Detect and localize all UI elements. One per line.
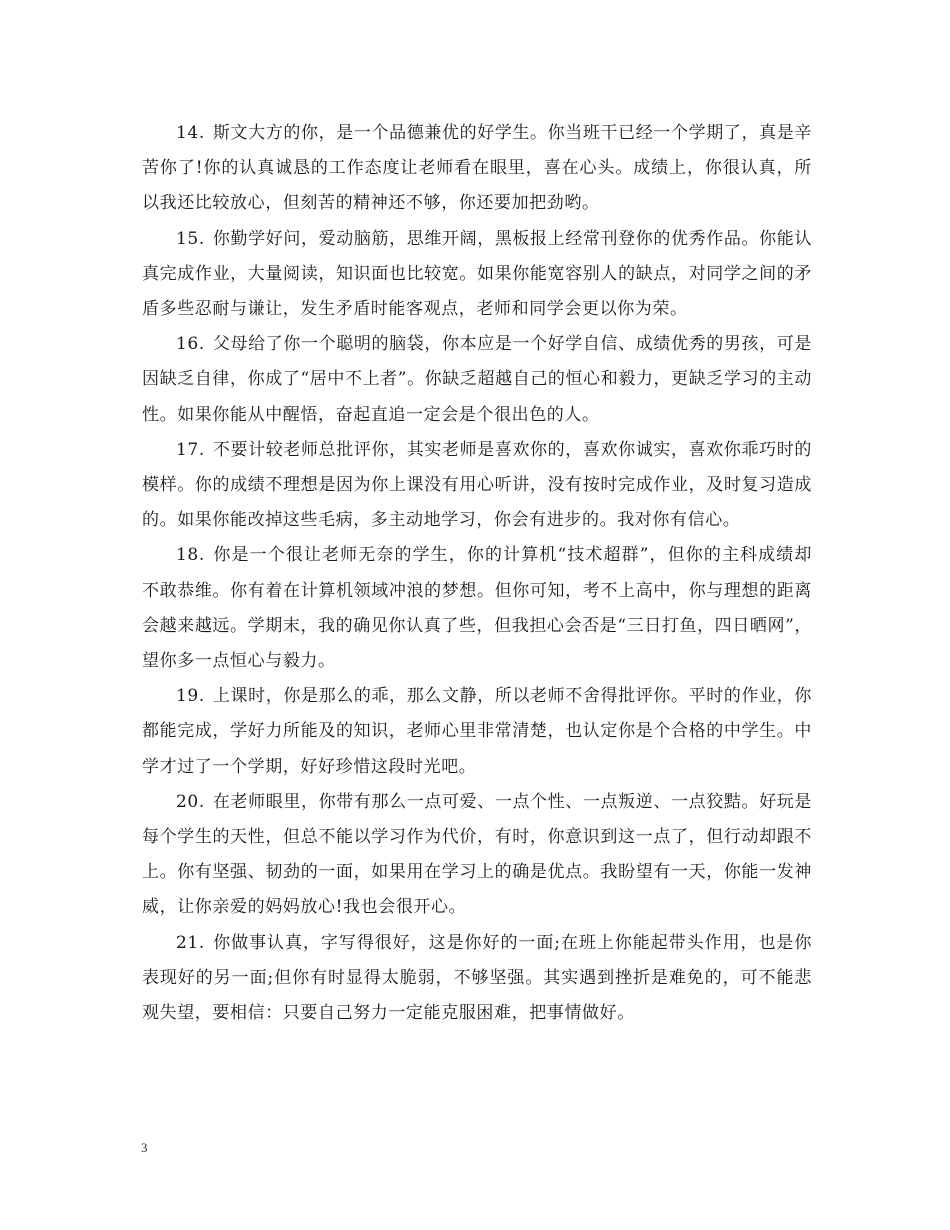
paragraph-17 xyxy=(142,433,812,539)
paragraph-number: 17. xyxy=(176,439,205,460)
paragraph-text: 你做事认真，字写得很好，这是你好的一面;在班上你能起带头作用，也是你表现好的另一面;但你有时显得太脆弱，不够坚强。其实遇到挫折是难免的，可不能悲观失望，要相信：只要自己努力一定能克服困难，把事情做好。 xyxy=(142,932,812,1024)
paragraph-20 xyxy=(142,785,812,926)
paragraph-16 xyxy=(142,327,812,433)
paragraph-number: 21. xyxy=(176,932,205,953)
paragraph-number: 18. xyxy=(176,545,205,566)
paragraph-19 xyxy=(142,679,812,785)
paragraph-number: 20. xyxy=(176,791,205,812)
paragraph-text: 在老师眼里，你带有那么一点可爱、一点个性、一点叛逆、一点狡黠。好玩是每个学生的天性，但总不能以学习作为代价，有时，你意识到这一点了，但行动却跟不上。你有坚强、韧劲的一面，如果用在学习上的确是优点。我盼望有一天，你能一发神威，让你亲爱的妈妈放心!我也会很开心。 xyxy=(142,791,812,918)
paragraph-15 xyxy=(142,222,812,328)
paragraph-number: 14. xyxy=(176,123,205,143)
paragraph-number: 19. xyxy=(176,686,205,707)
paragraph-text: 斯文大方的你，是一个品德兼优的好学生。你当班干已经一个学期了，真是辛苦你了!你的认真诚恳的工作态度让老师看在眼里，喜在心头。成绩上，你很认真，所以我还比较放心，但刻苦的精神还不够，你还要加把劲哟。 xyxy=(142,123,812,214)
paragraph-number: 15. xyxy=(176,228,205,249)
paragraph-14 xyxy=(142,116,812,222)
paragraph-number: 16. xyxy=(176,334,205,355)
document-body xyxy=(142,116,812,1031)
paragraph-text: 上课时，你是那么的乖，那么文静，所以老师不舍得批评你。平时的作业，你都能完成，学好力所能及的知识，老师心里非常清楚，也认定你是个合格的中学生。中学才过了一个学期，好好珍惜这段时光吧。 xyxy=(142,686,812,777)
paragraph-text: 你是一个很让老师无奈的学生，你的计算机“技术超群”，但你的主科成绩却不敢恭维。你有着在计算机领域冲浪的梦想。但你可知，考不上高中，你与理想的距离会越来越远。学期末，我的确见你认真了些，但我担心会否是“三日打鱼，四日晒网”，望你多一点恒心与毅力。 xyxy=(142,545,812,672)
page-number: 3 xyxy=(141,1140,148,1155)
paragraph-text: 父母给了你一个聪明的脑袋，你本应是一个好学自信、成绩优秀的男孩，可是因缺乏自律，你成了“居中不上者”。你缺乏超越自己的恒心和毅力，更缺乏学习的主动性。如果你能从中醒悟，奋起直追一定会是个很出色的人。 xyxy=(142,334,812,425)
paragraph-21 xyxy=(142,926,812,1032)
paragraph-18 xyxy=(142,538,812,679)
paragraph-text: 不要计较老师总批评你，其实老师是喜欢你的，喜欢你诚实，喜欢你乖巧时的模样。你的成绩不理想是因为你上课没有用心听讲，没有按时完成作业，及时复习造成的。如果你能改掉这些毛病，多主动地学习，你会有进步的。我对你有信心。 xyxy=(142,439,812,531)
paragraph-text: 你勤学好问，爱动脑筋，思维开阔，黑板报上经常刊登你的优秀作品。你能认真完成作业，大量阅读，知识面也比较宽。如果你能宽容别人的缺点，对同学之间的矛盾多些忍耐与谦让，发生矛盾时能客观点，老师和同学会更以你为荣。 xyxy=(142,228,812,320)
